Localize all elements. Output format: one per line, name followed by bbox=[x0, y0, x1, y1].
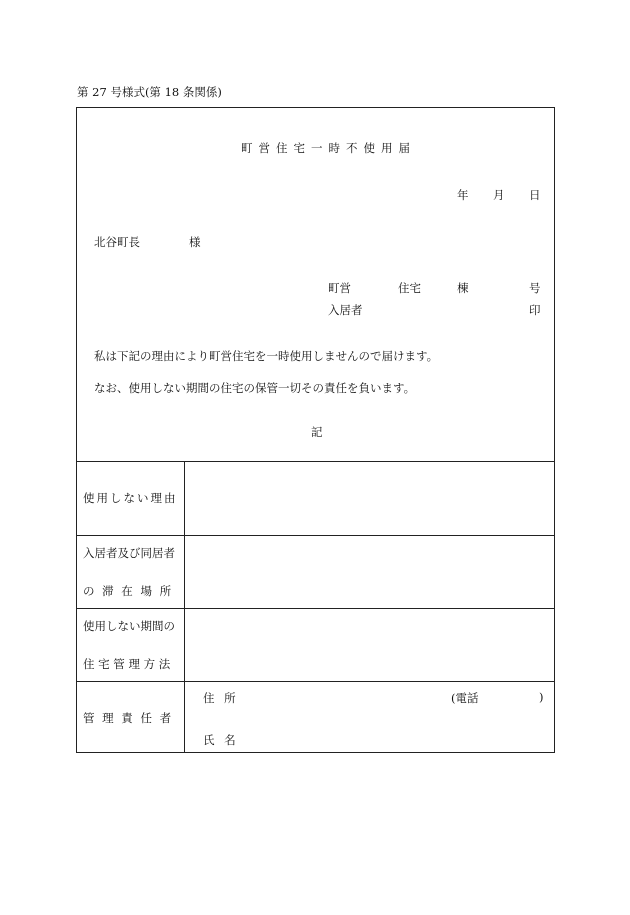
stay-label-1: 入居者及び同居者 bbox=[83, 546, 175, 560]
management-value[interactable] bbox=[185, 609, 554, 681]
seal-label: 印 bbox=[529, 303, 541, 317]
date-day: 日 bbox=[529, 188, 541, 202]
reason-row bbox=[77, 461, 554, 535]
stay-value[interactable] bbox=[185, 536, 554, 608]
management-label-1: 使用しない期間の bbox=[83, 619, 175, 633]
housing-suffix: 住宅 bbox=[398, 281, 421, 295]
manager-label: 管 理 責 任 者 bbox=[83, 711, 172, 725]
management-row bbox=[77, 608, 554, 681]
date-year: 年 bbox=[457, 188, 469, 202]
resident-label: 入居者 bbox=[328, 303, 363, 317]
date-month: 月 bbox=[493, 188, 505, 202]
stay-label-cell bbox=[77, 536, 185, 608]
phone-label: (電話 bbox=[451, 691, 479, 705]
reason-label-cell bbox=[77, 462, 185, 535]
reason-label: 使用しない理由 bbox=[83, 491, 178, 505]
body-line-1: 私は下記の理由により町営住宅を一時使用しませんので届けます。 bbox=[94, 349, 439, 363]
form-title: 町営住宅一時不使用届 bbox=[241, 141, 416, 155]
stay-row bbox=[77, 535, 554, 608]
manager-label-cell bbox=[77, 682, 185, 753]
management-label-2: 住 宅 管 理 方 法 bbox=[83, 657, 171, 671]
addressee-name: 北谷町長 bbox=[94, 235, 140, 249]
management-label-cell bbox=[77, 609, 185, 681]
building-label: 棟 bbox=[457, 281, 469, 295]
reason-value[interactable] bbox=[185, 462, 554, 535]
form-frame bbox=[76, 107, 555, 753]
addressee-honorific: 様 bbox=[189, 235, 201, 249]
address-label: 住 所 bbox=[203, 691, 236, 705]
housing-prefix: 町営 bbox=[328, 281, 351, 295]
manager-value[interactable] bbox=[185, 682, 554, 753]
number-label: 号 bbox=[529, 281, 541, 295]
name-label: 氏 名 bbox=[203, 733, 236, 747]
stay-label-2: の 滞 在 場 所 bbox=[83, 584, 172, 598]
manager-row bbox=[77, 681, 554, 753]
ki-label: 記 bbox=[311, 425, 323, 439]
form-number: 第 27 号様式(第 18 条関係) bbox=[77, 85, 222, 99]
body-line-2: なお、使用しない期間の住宅の保管一切その責任を負います。 bbox=[94, 381, 416, 395]
phone-close: ) bbox=[539, 690, 544, 704]
